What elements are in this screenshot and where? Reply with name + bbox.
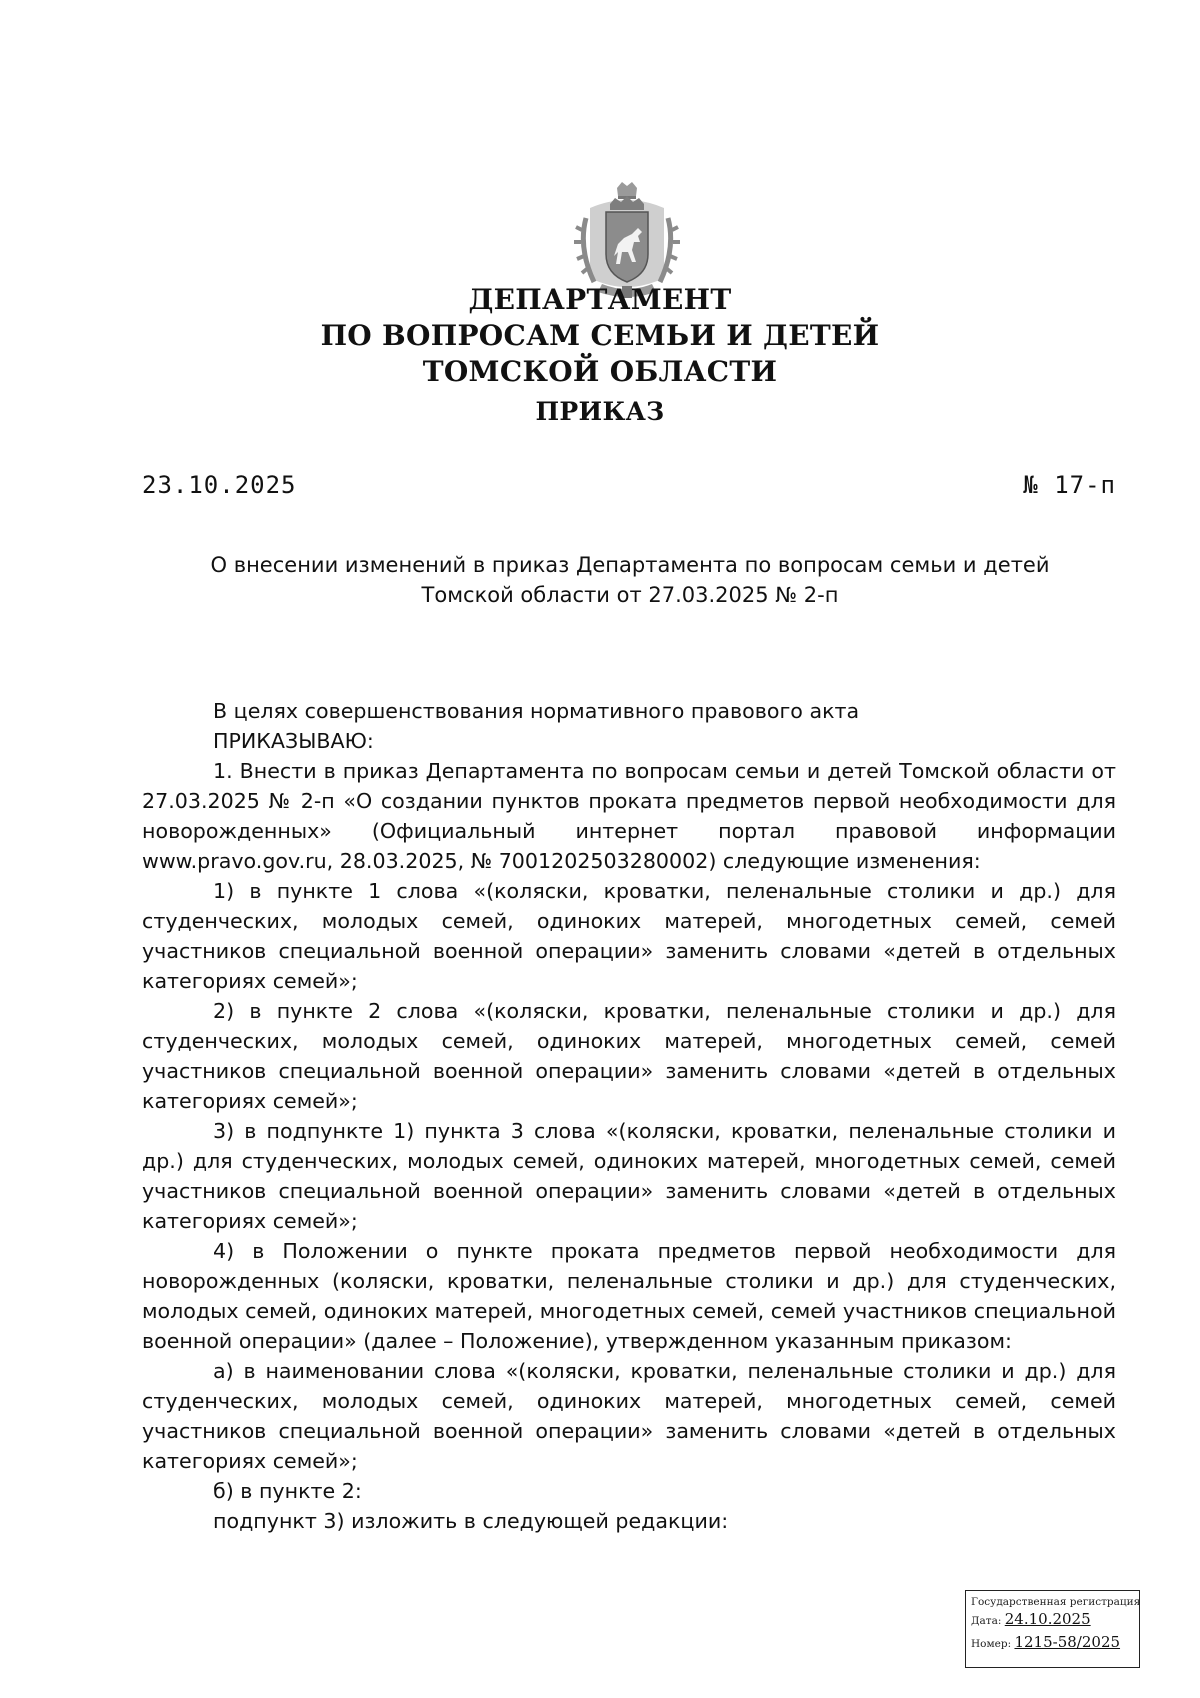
body-paragraph: В целях совершенствования нормативного правового акта: [213, 699, 860, 723]
subject-line: О внесении изменений в приказ Департамента по вопросам семьи и детей: [210, 553, 1050, 577]
body-paragraph: б) в пункте 2:: [213, 1479, 362, 1503]
header-line-family-children: ПО ВОПРОСАМ СЕМЬИ И ДЕТЕЙ: [320, 319, 880, 352]
document-subject: [150, 550, 1110, 610]
document-type-title: ПРИКАЗ: [535, 397, 665, 426]
body-paragraph: ПРИКАЗЫВАЮ:: [213, 729, 374, 753]
header-line-region: ТОМСКОЙ ОБЛАСТИ: [422, 355, 778, 388]
document-number: № 17-п: [1023, 471, 1116, 499]
document-date: 23.10.2025: [142, 471, 297, 499]
subject-line: Томской области от 27.03.2025 № 2-п: [421, 583, 839, 607]
document-body: [142, 696, 1116, 1536]
body-paragraph: 3) в подпункте 1) пункта 3 слова «(коляски, кроватки, пеленальные столики и др.) для студенческих, молодых семей, одиноких матерей, многодетных семей, семей участников специальной военной операции» заменить словами «детей в отдельных категориях семей»;: [142, 1119, 1116, 1233]
stamp-number-value: 1215-58/2025: [1014, 1633, 1121, 1651]
stamp-date-value: 24.10.2025: [1004, 1610, 1091, 1628]
registration-stamp: [965, 1590, 1140, 1668]
body-paragraph: 4) в Положении о пункте проката предметов первой необходимости для новорожденных (коляски, кроватки, пеленальные столики и др.) для студенческих, молодых семей, одиноких матерей, многодетных семей, семей участников специальной военной операции» (далее – Положение), утвержденном указанным приказом:: [142, 1239, 1116, 1353]
body-paragraph: 1. Внести в приказ Департамента по вопросам семьи и детей Томской области от 27.03.2025 № 2-п «О создании пунктов проката предметов первой необходимости для новорожденных» (Официальный интернет портал правовой информации www.pravo.gov.ru, 28.03.2025, № 7001202503280002) следующие изменения:: [142, 759, 1116, 873]
body-paragraph: 1) в пункте 1 слова «(коляски, кроватки, пеленальные столики и др.) для студенческих, молодых семей, одиноких матерей, многодетных семей, семей участников специальной военной операции» заменить словами «детей в отдельных категориях семей»;: [142, 879, 1116, 993]
stamp-title: Государственная регистрация: [971, 1596, 1141, 1608]
stamp-date-label: Дата:: [971, 1615, 1002, 1627]
body-paragraph: 2) в пункте 2 слова «(коляски, кроватки, пеленальные столики и др.) для студенческих, молодых семей, одиноких матерей, многодетных семей, семей участников специальной военной операции» заменить словами «детей в отдельных категориях семей»;: [142, 999, 1116, 1113]
body-paragraph: а) в наименовании слова «(коляски, кроватки, пеленальные столики и др.) для студенческих, молодых семей, одиноких матерей, многодетных семей, семей участников специальной военной операции» заменить словами «детей в отдельных категориях семей»;: [142, 1359, 1116, 1473]
stamp-number-label: Номер:: [971, 1638, 1012, 1650]
header-line-department: ДЕПАРТАМЕНТ: [468, 283, 732, 316]
body-paragraph: подпункт 3) изложить в следующей редакции:: [213, 1509, 729, 1533]
document-header: [0, 282, 1200, 430]
stamp-date-row: [971, 1609, 1135, 1632]
stamp-number-row: [971, 1632, 1135, 1655]
